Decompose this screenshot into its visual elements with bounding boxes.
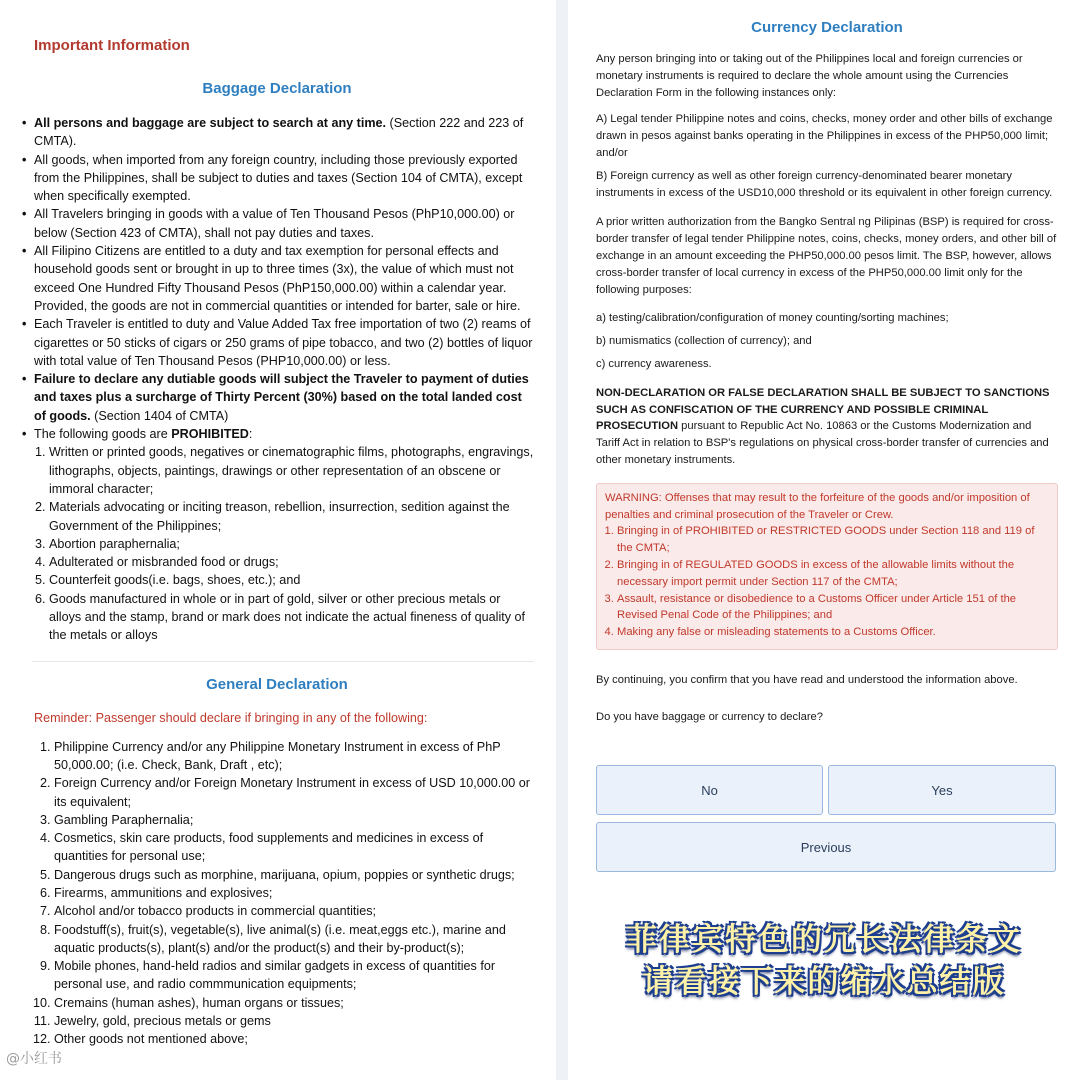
list-item: • All persons and baggage are subject to search at any time. (Section 222 and 223 of CMTA). xyxy=(34,114,534,151)
list-item: 12. Other goods not mentioned above; xyxy=(54,1030,534,1048)
list-item: 1. Written or printed goods, negatives or cinematographic films, photographs, engravings, lithographs, objects, paintings, drawings or other representation of an obscene or immoral character; xyxy=(49,443,534,498)
overlay-caption-line2: 请看接下来的缩水总结版 xyxy=(642,964,1006,1000)
list-item: 8. Foodstuff(s), fruit(s), vegetable(s), live animal(s) (i.e. meat,eggs etc.), marine and aquatic products(s), plant(s) and/or the product(s) and their by-product(s); xyxy=(54,921,534,958)
list-item: 5. Dangerous drugs such as morphine, marijuana, opium, poppies or synthetic drugs; xyxy=(54,866,534,884)
currency-item-b: B) Foreign currency as well as other foreign currency-denominated bearer monetary instruments in excess of the USD10,000 threshold or its equivalent in other foreign currency. xyxy=(596,169,1053,199)
column-divider xyxy=(556,0,568,1080)
overlay-caption-line1: 菲律宾特色的冗长法律条文 xyxy=(626,922,1022,958)
sanction-text: NON-DECLARATION OR FALSE DECLARATION SHALL BE SUBJECT TO SANCTIONS SUCH AS CONFISCATION OF THE CURRENCY AND POSSIBLE CRIMINAL PROSECUTION pursuant to Republic Act No. 10863 or the Customs Modernization and Tariff Act in relation to BSP's regulations on physical cross-border transfer of currencies and other monetary instruments. xyxy=(596,386,1050,466)
no-button[interactable]: No xyxy=(596,765,823,815)
purpose-b: b) numismatics (collection of currency); and xyxy=(596,335,812,348)
general-declaration-title: General Declaration xyxy=(206,675,348,693)
list-item: 2. Foreign Currency and/or Foreign Monetary Instrument in excess of USD 10,000.00 or its equivalent; xyxy=(54,774,534,811)
warning-intro: WARNING: Offenses that may result to the forfeiture of the goods and/or imposition of penalties and criminal prosecution of the Traveler or Crew. xyxy=(605,491,1030,521)
confirm-text: By continuing, you confirm that you have read and understood the information above. xyxy=(596,673,1018,686)
currency-intro-text: Any person bringing into or taking out of the Philippines local and foreign currencies or monetary instruments is required to declare the whole amount using the Currencies Declaration Form in the following instances only: xyxy=(596,53,1023,99)
prohibited-goods-list xyxy=(34,443,534,644)
list-item: • The following goods are PROHIBITED: 1. Written or printed goods, negatives or cinematographic films, photographs, engravings, lithographs, objects, paintings, drawings or other representation of an obscene or immoral character; 2. Materials advocating or inciting treason, rebellion, insurrection, sedition against the Government of the Philippines; 3. Abortion paraphernalia; 4. Adulterated or misbranded food or drugs; 5. Counterfeit goods(i.e. bags, shoes, etc.); and 6. Goods manufactured in whole or in part of gold, silver or other precious metals or alloys and the stamp, brand or mark does not indicate the actual fineness of quality of the metals or alloys xyxy=(34,425,534,645)
general-declaration-list xyxy=(20,738,534,1049)
bsp-authorization-text: A prior written authorization from the Bangko Sentral ng Pilipinas (BSP) is required for cross-border transfer of legal tender Philippine notes, coins, checks, money orders, and other bill of exchange in an amount exceeding the PHP50,000.00 pesos limit. The BSP, however, allows cross-border transfer of local currency in excess of the PHP50,000.00 limit only for the following purposes: xyxy=(596,216,1057,296)
list-item: • All Filipino Citizens are entitled to a duty and tax exemption for personal effects and household goods sent or brought in up to three times (3x), the value of which must not exceed One Hundred Fifty Thousand Pesos (PhP150,000.00) within a calendar year. Provided, the goods are not in commercial quantities or intended for barter, sale or hire. xyxy=(34,242,534,315)
list-item: • All goods, when imported from any foreign country, including those previously exported from the Philippines, shall be subject to duties and taxes (Section 104 of CMTA), except when specifically exempted. xyxy=(34,151,534,206)
list-item: 10. Cremains (human ashes), human organs or tissues; xyxy=(54,994,534,1012)
list-item: 1. Philippine Currency and/or any Philippine Monetary Instrument in excess of PhP 50,000.00; (i.e. Check, Bank, Draft , etc); xyxy=(54,738,534,775)
important-info-title: Important Information xyxy=(34,37,190,54)
declare-question: Do you have baggage or currency to declare? xyxy=(596,710,824,723)
currency-declaration-title: Currency Declaration xyxy=(751,19,903,36)
reminder-text: Reminder: Passenger should declare if bringing in any of the following: xyxy=(34,710,428,725)
warning-box xyxy=(596,483,1058,650)
purpose-a: a) testing/calibration/configuration of money counting/sorting machines; xyxy=(596,312,949,325)
yes-button[interactable]: Yes xyxy=(828,765,1056,815)
list-item: 1. Bringing in of PROHIBITED or RESTRICTED GOODS under Section 118 and 119 of the CMTA; xyxy=(617,523,1049,557)
list-item: 4. Cosmetics, skin care products, food supplements and medicines in excess of quantities for personal use; xyxy=(54,829,534,866)
list-item: 11. Jewelry, gold, precious metals or gems xyxy=(54,1012,534,1030)
list-item: 4. Making any false or misleading statements to a Customs Officer. xyxy=(617,624,1049,641)
watermark: @小红书 xyxy=(6,1051,62,1067)
list-item: • Failure to declare any dutiable goods will subject the Traveler to payment of duties and taxes plus a surcharge of Thirty Percent (30%) based on the total landed cost of goods. (Section 1404 of CMTA) xyxy=(34,370,534,425)
section-divider xyxy=(32,661,534,662)
list-item: • All Travelers bringing in goods with a value of Ten Thousand Pesos (PhP10,000.00) or below (Section 423 of CMTA), shall not pay duties and taxes. xyxy=(34,205,534,242)
list-item: 6. Goods manufactured in whole or in part of gold, silver or other precious metals or alloys and the stamp, brand or mark does not indicate the actual fineness of quality of the metals or alloys xyxy=(49,590,534,645)
list-item: 3. Abortion paraphernalia; xyxy=(49,535,534,553)
list-item: 4. Adulterated or misbranded food or drugs; xyxy=(49,553,534,571)
warning-list xyxy=(605,523,1049,641)
list-item: 9. Mobile phones, hand-held radios and similar gadgets in excess of quantities for personal use, and radio commmunication equipments; xyxy=(54,957,534,994)
list-item: • Each Traveler is entitled to duty and Value Added Tax free importation of two (2) reams of cigarettes or 50 sticks of cigars or 250 grams of pipe tobacco, and two (2) bottles of liquor with total value of Ten Thousand Pesos (PHP10,000.00) or less. xyxy=(34,315,534,370)
list-item: 3. Assault, resistance or disobedience to a Customs Officer under Article 151 of the Revised Penal Code of the Philippines; and xyxy=(617,591,1049,625)
list-item: 6. Firearms, ammunitions and explosives; xyxy=(54,884,534,902)
baggage-rules-list xyxy=(20,114,534,645)
currency-item-a: A) Legal tender Philippine notes and coins, checks, money order and other bills of exchange drawn in pesos against banks operating in the Philippines in excess of the PHP50,000 limit; and/or xyxy=(596,113,1053,159)
list-item: 2. Materials advocating or inciting treason, rebellion, insurrection, sedition against the Government of the Philippines; xyxy=(49,498,534,535)
list-item: 5. Counterfeit goods(i.e. bags, shoes, etc.); and xyxy=(49,571,534,589)
list-item: 2. Bringing in of REGULATED GOODS in excess of the allowable limits without the necessary import permit under Section 117 of the CMTA; xyxy=(617,557,1049,591)
baggage-declaration-title: Baggage Declaration xyxy=(202,80,352,97)
list-item: 3. Gambling Paraphernalia; xyxy=(54,811,534,829)
previous-button[interactable]: Previous xyxy=(596,822,1056,872)
purpose-c: c) currency awareness. xyxy=(596,357,712,370)
list-item: 7. Alcohol and/or tobacco products in commercial quantities; xyxy=(54,902,534,920)
